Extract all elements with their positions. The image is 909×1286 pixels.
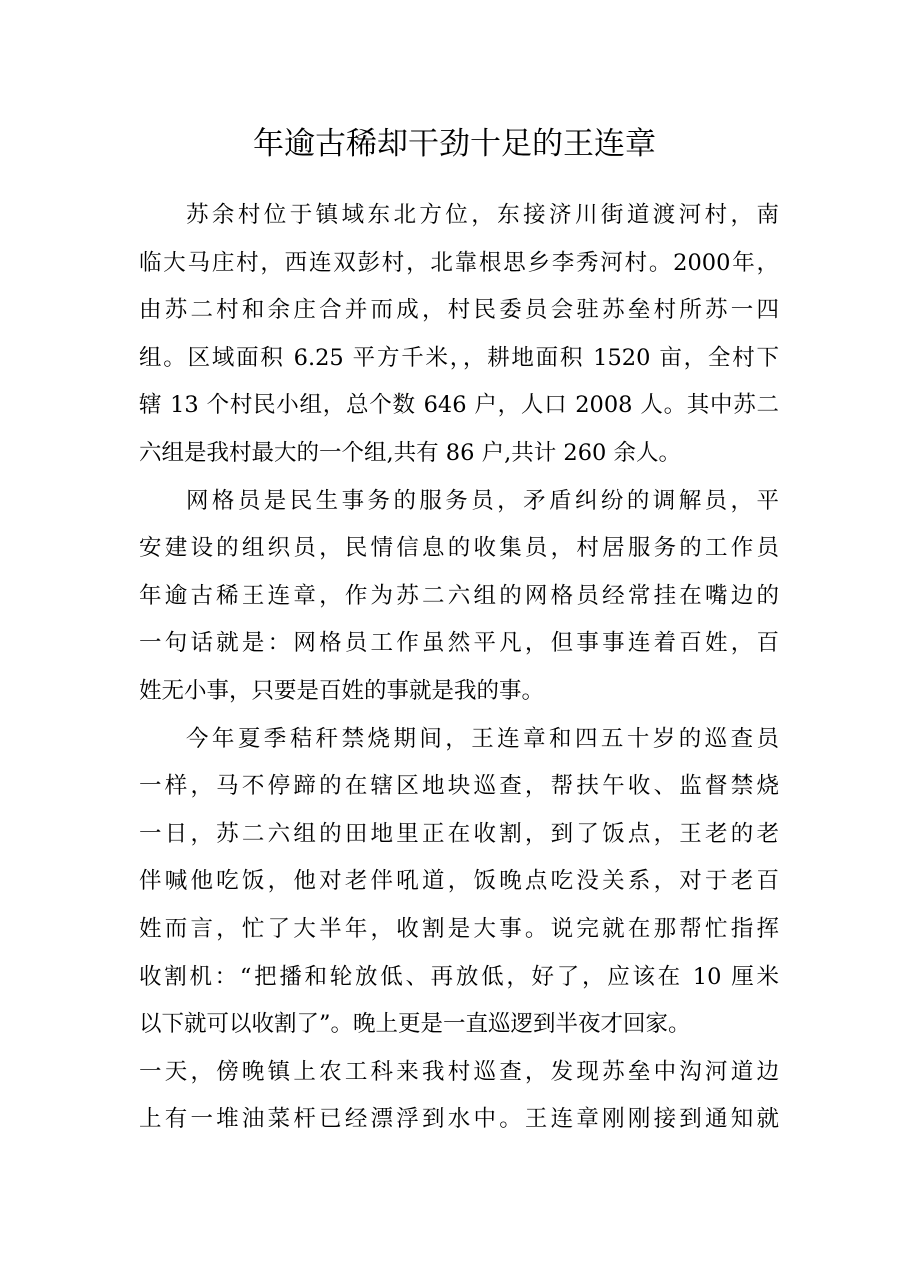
- text-line: 今年夏季秸秆禁烧期间，王连章和四五十岁的巡查员: [186, 725, 779, 752]
- text-line: 伴喊他吃饭，他对老伴吼道，饭晚点吃没关系，对于老百: [139, 868, 779, 895]
- document-title: 年逾古稀却干劲十足的王连章: [253, 126, 656, 162]
- text-line: 网格员是民生事务的服务员，矛盾纠纷的调解员，平: [186, 487, 779, 514]
- text-line: 一句话就是：网格员工作虽然平凡，但事事连着百姓，百: [139, 630, 779, 657]
- text-line: 以下就可以收割了”。晚上更是一直巡逻到半夜才回家。: [139, 1011, 691, 1038]
- text-line: 一样，马不停蹄的在辖区地块巡查，帮扶午收、监督禁烧: [139, 773, 779, 800]
- text-line: 由苏二村和余庄合并而成，村民委员会驻苏垒村所苏一四: [139, 297, 779, 324]
- text-line: 一日，苏二六组的田地里正在收割，到了饭点，王老的老: [139, 820, 779, 847]
- text-line: 年逾古稀王连章，作为苏二六组的网格员经常挂在嘴边的: [139, 582, 779, 609]
- text-line: 辖 13 个村民小组，总个数 646 户，人口 2008 人。其中苏二: [139, 392, 779, 419]
- text-line: 六组是我村最大的一个组,共有 86 户,共计 260 余人。: [139, 439, 681, 466]
- text-line: 姓无小事，只要是百姓的事就是我的事。: [139, 677, 545, 704]
- text-line: 组。区域面积 6.25 平方千米，，耕地面积 1520 亩，全村下: [139, 344, 779, 371]
- document-body: [139, 192, 779, 1144]
- text-line: 姓而言，忙了大半年，收割是大事。说完就在那帮忙指挥: [139, 915, 779, 942]
- text-line: 一天，傍晚镇上农工科来我村巡查，发现苏垒中沟河道边: [139, 1058, 779, 1085]
- text-line: 收割机：“把播和轮放低、再放低，好了，应该在 10 厘米: [139, 963, 779, 990]
- text-line: 上有一堆油菜杆已经漂浮到水中。王连章刚刚接到通知就: [139, 1106, 779, 1133]
- text-line: 安建设的组织员，民情信息的收集员，村居服务的工作员: [139, 535, 779, 562]
- text-line: 临大马庄村，西连双彭村，北靠根思乡李秀河村。2000年，: [139, 249, 779, 276]
- text-line: 苏余村位于镇域东北方位，东接济川街道渡河村，南: [186, 202, 779, 228]
